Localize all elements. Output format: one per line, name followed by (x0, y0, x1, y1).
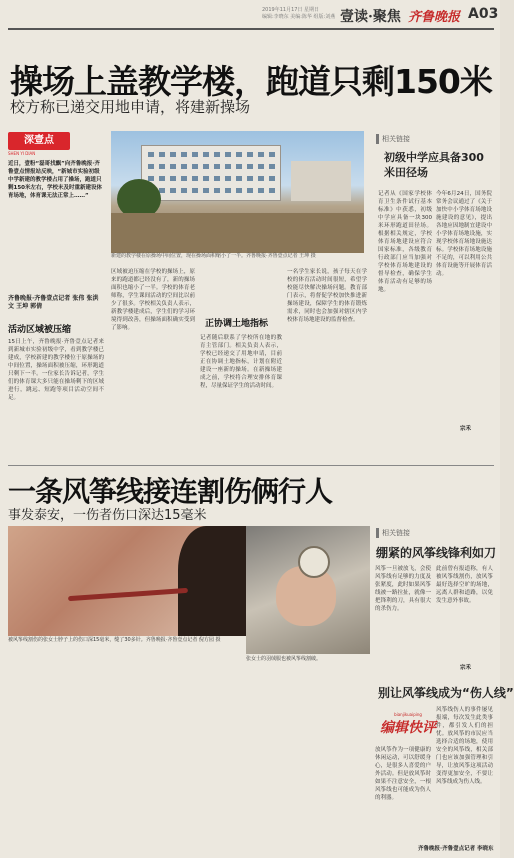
photo-window (181, 176, 187, 181)
shen-yidian-sub: SHEN YI DIAN (8, 151, 36, 156)
story2-photo-caption: 被风筝线割伤的张女士脖子上的伤口深15毫米，缝了30多针。齐鲁晚报·齐鲁壹点记者 倪方园 摄 (8, 637, 221, 643)
photo-ground (111, 213, 364, 253)
photo-hair (178, 526, 248, 636)
story1-column-c: 记者随后联系了学校所在地的教育主管部门。相关负责人表示，学校已经递交了用地申请，目前正在协调土地指标，计划在附近建设一座新的操场。在新操场建成之前，学校将合理安排体育课程，尽量保证学生的活动时间。 (200, 335, 282, 389)
photo-window (247, 176, 253, 181)
photo-window (225, 176, 231, 181)
photo-window (192, 188, 198, 193)
story2-subhead: 事发泰安，一伤者伤口深达15毫米 (8, 508, 207, 523)
newspaper-logo: 齐鲁晚报 (408, 10, 461, 25)
photo-window (214, 164, 220, 169)
photo-window (269, 152, 275, 157)
photo-window (192, 164, 198, 169)
story1-headline: 操场上盖教学楼，跑道只剩150米 (10, 62, 492, 101)
photo-window (170, 152, 176, 157)
photo-window (225, 164, 231, 169)
photo-window (236, 152, 242, 157)
photo-window (170, 164, 176, 169)
photo-window (236, 164, 242, 169)
sidebar3-column-b: 风筝线伤人的事件屡见报端，每次发生此类事件，都引发人们的担忧。放风筝的市民应当选择合适的场地，使用安全的风筝线，相关部门也应该加强管理和引导，让放风筝这项活动变得更加安全，不要让风筝线成为伤人线。 (436, 707, 493, 785)
photo-window (170, 176, 176, 181)
sidebar1-author: 宗禾 (460, 426, 472, 432)
photo-window (214, 176, 220, 181)
photo-window (181, 164, 187, 169)
photo-window (148, 152, 154, 157)
masthead (0, 0, 500, 30)
photo-window (203, 152, 209, 157)
photo-window (203, 164, 209, 169)
page-number: A03 (468, 6, 499, 22)
story-divider (8, 465, 494, 466)
photo-spool (298, 546, 330, 578)
photo-window (247, 152, 253, 157)
photo-window (192, 152, 198, 157)
shen-yidian-box (8, 132, 104, 262)
sidebar1-title: 初级中学应具备300米田径场 (384, 151, 484, 179)
section-name: 壹读·聚焦 (340, 9, 401, 25)
photo-window (192, 176, 198, 181)
sidebar2-title: 绷紧的风筝线锋利如刀 (376, 546, 497, 560)
photo-window (247, 164, 253, 169)
photo-window (214, 152, 220, 157)
photo-window (269, 188, 275, 193)
photo-window (225, 188, 231, 193)
photo-window (236, 188, 242, 193)
masthead-rule (8, 28, 494, 30)
sidebar1-column-b: 今年6月24日，国务院常务会议通过了《关于加快中小学体育场地设施建设的意见》，提出各地应因地制宜建设中小学体育场地设施，实现学校体育场地设施达标。学校体育场地设施不足的，可以利用公共体育设施等开展体育活动。 (436, 191, 492, 277)
photo-window (203, 176, 209, 181)
shen-yidian-badge: 深壹点 (8, 132, 70, 150)
school-building-photo (111, 131, 364, 252)
story1-byline: 齐鲁晚报·齐鲁壹点记者 张伟 张洪文 王坤 郭倩 (8, 295, 99, 310)
masthead-editors: 编辑:李晓东 美编:陈华 组版:刘燕 (262, 14, 336, 20)
photo-window (258, 176, 264, 181)
photo-window (258, 188, 264, 193)
photo-window (258, 152, 264, 157)
sidebar3-author: 齐鲁晚报·齐鲁壹点记者 李晓东 (418, 846, 494, 852)
photo-window (203, 188, 209, 193)
story2-photo2-caption: 张女士的羽绒服也被风筝线割破。 (246, 656, 322, 662)
photo-window (170, 188, 176, 193)
sidebar3-title: 别让风筝线成为“伤人线” (378, 686, 514, 700)
photo-window (159, 176, 165, 181)
photo-window (247, 188, 253, 193)
editor-comment-label: 编辑快评 (380, 720, 436, 736)
photo-building-side (291, 161, 351, 201)
shen-yidian-lead: 近日，壹粉“磊哥找飘”向齐鲁晚报·齐鲁壹点情报站反映，“新城市实验初级中学新建的教学楼占用了操场，跑道只剩150米左右，学校未及时重新建设体育场地，体育课无法正常上……” (8, 161, 102, 199)
story1-section-head-a: 活动区域被压缩 (8, 325, 72, 335)
photo-scar (68, 588, 188, 601)
photo-window (225, 152, 231, 157)
sidebar1-tag: 相关链接 (376, 134, 410, 144)
photo-window (181, 188, 187, 193)
story1-section-head-b: 正协调土地指标 (205, 319, 269, 329)
sidebar2-author: 宗禾 (460, 665, 472, 671)
sidebar2-column-a: 风筝一旦被放飞，会使风筝线有足够的力度及张紧度，此时如果风筝线被一路拉扯，就像一把锋利的刀，具有很大的杀伤力。 (375, 566, 431, 612)
editor-comment-badge (380, 712, 436, 742)
story1-photo-caption: 新建的教学楼在原操场中间位置，现在操场面积缩小了一半。齐鲁晚报·齐鲁壹点记者 王坤 摄 (111, 253, 316, 259)
photo-building (141, 145, 281, 201)
photo-window (159, 164, 165, 169)
kite-string-photo (246, 526, 370, 654)
story1-column-d: 一名学生家长说，孩子每天在学校的体育活动时间很短，希望学校能尽快解决操场问题。教育部门表示，将督促学校加快推进新操场建设，保障学生的体育锻炼需求，同时也会加强对辖区内学校体育场地建设的监督检查。 (287, 269, 367, 323)
neck-wound-photo (8, 526, 243, 636)
sidebar2-column-b: 此前曾有报道称，有人被风筝线割伤，放风筝最好选择空旷的场地，远离人群和道路，以免发生意外事故。 (436, 566, 493, 604)
sidebar1-column-a: 记者从《国家学校体育卫生条件试行基本标准》中获悉，初级中学应具备一块300米环形跑道田径场。根据相关规定，学校体育场地建设应符合国家标准，各级教育行政部门应当加强对学校体育场地建设的督导检查，确保学生体育活动有足够的场地。 (378, 191, 432, 293)
photo-window (181, 152, 187, 157)
story2-headline: 一条风筝线接连割伤俩行人 (8, 475, 333, 508)
story1-column-b: 区域被迫压缩在学校的操场上，原来的跑道都已经没有了，新的操场面积也缩小了一半。学校的体育老师称，学生课间活动的空间比以前少了很多。学校相关负责人表示，新教学楼建成后，学生们的学习环境得到改善，但操场面积确实受到了影响。 (111, 269, 195, 331)
photo-window (148, 164, 154, 169)
story1-subhead: 校方称已递交用地申请，将建新操场 (10, 98, 251, 116)
editor-comment-pinyin: bianjikuaiping (394, 712, 422, 717)
story1-column-a: 15日上午，齐鲁晚报·齐鲁壹点记者来到新城市实验初级中学，看到教学楼已建成，学校新建的教学楼位于原操场的中间位置，操场面积被压缩，环形跑道只剩下一半。一位家长告诉记者，学生们的体育课大多只能在操场剩下的区域进行，跳远、短跑等项目活动空间不足。 (8, 339, 104, 401)
photo-window (159, 152, 165, 157)
photo-window (269, 164, 275, 169)
sidebar3-column-a: 放风筝作为一项健康的休闲运动，可以舒缓身心，是很多人喜爱的户外活动。但是放风筝时如果不注意安全，一根风筝线也可能成为伤人的利器。 (375, 747, 431, 801)
photo-window (258, 164, 264, 169)
masthead-date: 2019年11月17日 星期日 (262, 7, 320, 13)
photo-window (214, 188, 220, 193)
sidebar2-tag: 相关链接 (376, 528, 410, 538)
photo-window (269, 176, 275, 181)
photo-window (236, 176, 242, 181)
